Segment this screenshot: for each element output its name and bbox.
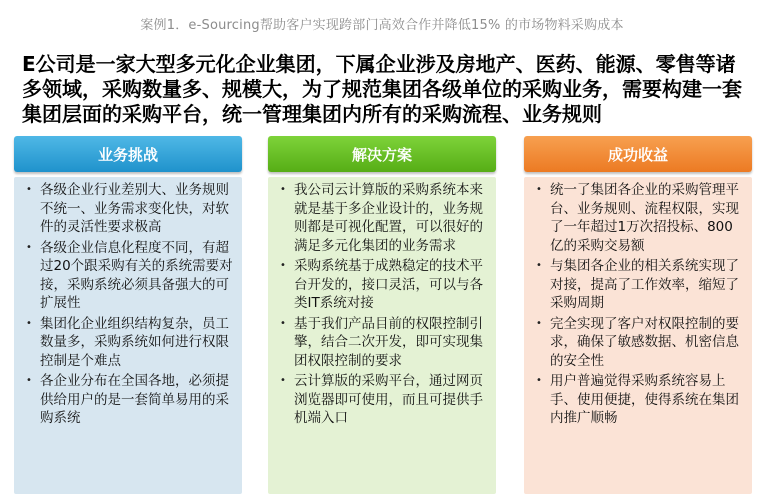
- bullet-icon: •: [26, 241, 32, 253]
- list-item-text: 采购系统基于成熟稳定的技术平台开发的，接口灵活，可以与各类IT系统对接: [294, 258, 483, 311]
- intro-text: E公司是一家大型多元化企业集团，下属企业涉及房地产、医药、能源、零售等诸多领域，采购数量多、规模大，为了规范集团各级单位的采购业务，需要构建一套集团层面的采购平台，统一管理集团内所有的采购流程、业务规则: [22, 52, 742, 126]
- list-item-text: 统一了集团各企业的采购管理平台、业务规则、流程权限，实现了一年超过1万次招投标、800亿的采购交易额: [550, 182, 739, 254]
- list-item-text: 完全实现了客户对权限控制的要求，确保了敏感数据、机密信息的安全性: [550, 315, 739, 369]
- list-item-text: 与集团各企业的相关系统实现了对接，提高了工作效率，缩短了采购周期: [550, 258, 739, 311]
- list-item: [276, 372, 490, 428]
- bullet-icon: •: [26, 375, 32, 386]
- bullet-icon: •: [26, 317, 32, 329]
- bullet-icon: •: [536, 260, 542, 271]
- case-title: 案例1．e-Sourcing帮助客户实现跨部门高效合作并降低15% 的市场物料采购成本: [140, 18, 624, 33]
- column-success-benefits: [524, 136, 752, 494]
- column-business-challenges: [14, 136, 242, 494]
- list-item: [532, 257, 746, 313]
- list-item: [22, 372, 236, 428]
- bullet-icon: •: [536, 184, 542, 195]
- column-body-challenges: [14, 177, 242, 494]
- list-item-text: 云计算版的采购平台，通过网页浏览器即可使用，而且可提供手机端入口: [294, 373, 483, 426]
- column-body-solutions: [268, 177, 496, 494]
- list-item-text: 用户普遍觉得采购系统容易上手、使用便捷，使得系统在集团内推广顺畅: [550, 373, 739, 426]
- list-item: [276, 257, 490, 313]
- column-solutions: [268, 136, 496, 494]
- bullet-icon: •: [280, 375, 286, 386]
- column-header-challenges: 业务挑战: [14, 136, 242, 172]
- list-item: [22, 181, 236, 237]
- bullet-icon: •: [280, 184, 286, 195]
- list-item: [532, 181, 746, 255]
- list-item-text: 我公司云计算版的采购系统本来就是基于多企业设计的，业务规则都是可视化配置，可以很好的满足多元化集团的业务需求: [294, 182, 483, 254]
- bullet-icon: •: [536, 375, 542, 386]
- list-item: [22, 315, 236, 371]
- list-item: [532, 372, 746, 428]
- column-header-benefits: 成功收益: [524, 136, 752, 172]
- list-item-text: 各企业分布在全国各地，必须提供给用户的是一套简单易用的采购系统: [40, 373, 229, 426]
- bullet-icon: •: [26, 184, 32, 195]
- bullet-icon: •: [536, 317, 542, 329]
- list-item: [276, 315, 490, 371]
- bullet-icon: •: [280, 260, 286, 271]
- list-item-text: 基于我们产品目前的权限控制引擎，结合二次开发，即可实现集团权限控制的要求: [294, 315, 483, 369]
- list-item-text: 各级企业行业差别大、业务规则不统一、业务需求变化快，对软件的灵活性要求极高: [40, 182, 229, 235]
- list-item: [276, 181, 490, 255]
- list-item: [532, 315, 746, 371]
- column-header-solutions: 解决方案: [268, 136, 496, 172]
- column-body-benefits: [524, 177, 752, 494]
- list-item: [22, 239, 236, 313]
- bullet-icon: •: [280, 317, 286, 329]
- list-item-text: 各级企业信息化程度不同，有超过20个跟采购有关的系统需要对接，采购系统必须具备强大的可扩展性: [40, 239, 233, 311]
- list-item-text: 集团化企业组织结构复杂，员工数量多，采购系统如何进行权限控制是个难点: [40, 315, 229, 369]
